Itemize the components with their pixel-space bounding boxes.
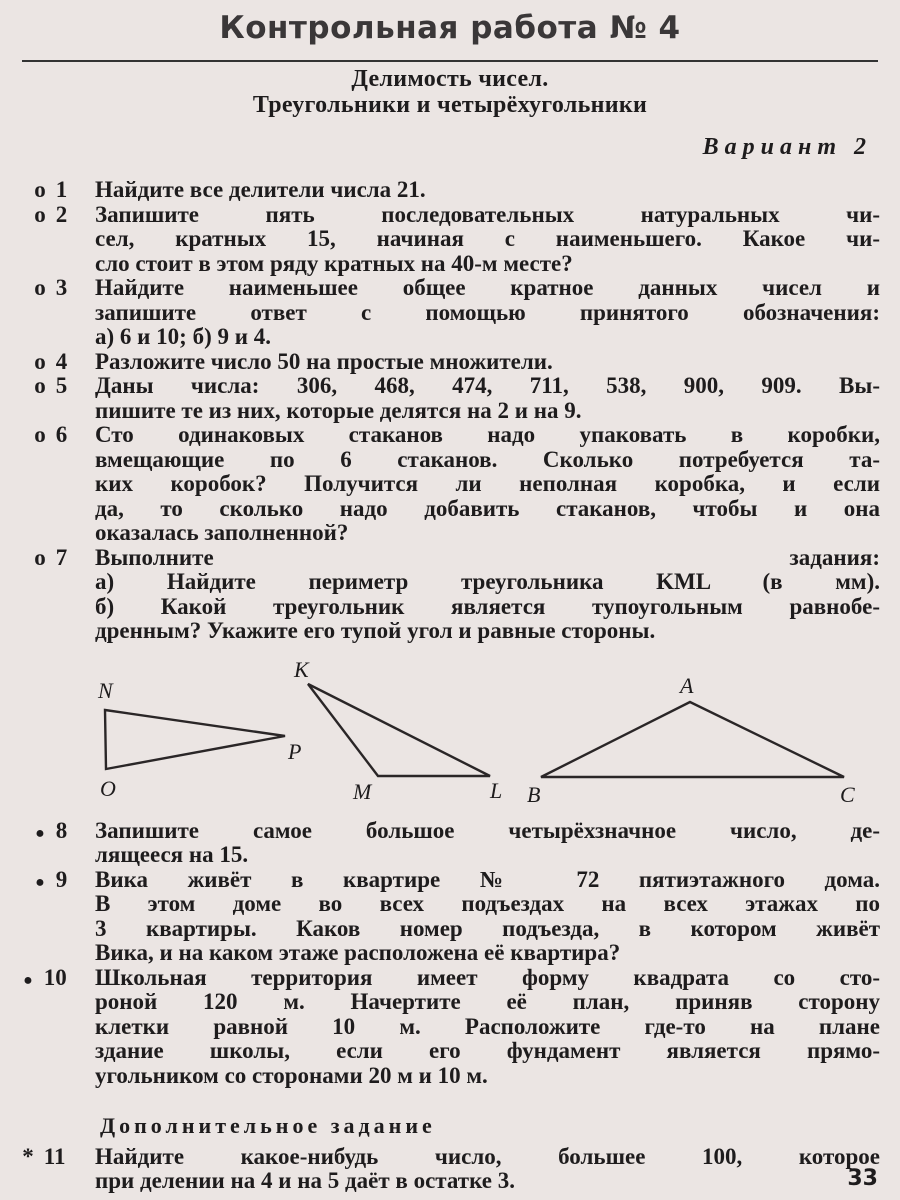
problem-text-line: при делении на 4 и на 5 даёт в остатке 3. [95,1168,515,1193]
problem-text-line: а) 6 и 10; б) 9 и 4. [95,324,271,349]
problem-number: 11 [38,1143,66,1169]
problem-text-line: Даны числа: 306, 468, 474, 711, 538, 900, 909. Вы- [95,373,880,398]
open-circle-icon: o [34,275,46,300]
problem-text-line: лящееся на 15. [95,842,249,867]
filled-circle-icon: ● [35,873,45,891]
problem-4 [0,350,900,375]
problem-marker [18,1145,74,1170]
triangle-kml [308,684,490,776]
triangle-abc [541,702,844,777]
problem-number: 10 [38,964,67,990]
vertex-label-C: C [840,781,855,807]
vertex-label-B: B [527,781,541,807]
problem-number: 9 [50,866,68,892]
problem-text-line: ких коробок? Получится ли неполная коробка, и если [95,471,880,496]
open-circle-icon: o [34,373,46,398]
problem-marker [18,966,74,994]
problem-marker [30,819,86,847]
filled-circle-icon: ● [23,971,33,989]
problem-text-line: Найдите какое-нибудь число, большее 100, которое [95,1143,880,1169]
problem-number: 3 [50,275,68,300]
problem-text-line: роной 120 м. Начертите её план, приняв сторону [95,989,880,1014]
filled-circle-icon: ● [35,824,45,842]
problem-text-line: Разложите число 50 на простые множители. [95,348,553,374]
problem-5 [0,374,900,423]
problem-text-line: угольником со сторонами 20 м и 10 м. [95,1062,488,1088]
problem-text-line: сел, кратных 15, начиная с наименьшего. Какое чи- [95,226,880,251]
problem-text-line: 3 квартиры. Каков номер подъезда, в котором живёт [95,915,880,941]
variant-label: Вариант 2 [702,134,872,160]
open-circle-icon: o [34,201,46,227]
problem-text-line: сло стоит в этом ряду кратных на 40-м месте? [95,250,573,276]
problem-list [0,178,900,1194]
problem-text-line: клетки равной 10 м. Расположите где-то на плане [95,1013,880,1039]
triangle-nop [105,710,285,769]
open-circle-icon: o [34,544,46,570]
problem-number: 8 [50,817,68,843]
additional-task-heading: Дополнительное задание [100,1113,436,1138]
problem-marker [30,868,86,896]
vertex-label-P: P [288,738,302,764]
problem-6 [0,423,900,546]
problem-marker [30,350,86,375]
problem-number: 4 [50,348,68,374]
problem-7 [0,546,900,644]
vertex-label-A: A [680,672,694,698]
problem-10 [0,966,900,1089]
problem-number: 7 [50,544,68,570]
section-title-line2: Треугольники и четырёхугольники [252,92,648,118]
problem-text-line: оказалась заполненной? [95,520,349,545]
problem-text-line: Запишите пять последовательных натуральных чи- [95,201,880,227]
vertex-label-K: K [294,656,309,682]
problem-marker [30,276,86,301]
problem-text-line: б) Какой треугольник является тупоугольным равнобе- [95,593,880,619]
problem-number: 6 [50,422,68,447]
problem-text-line: пишите те из них, которые делятся на 2 и на 9. [95,397,582,423]
open-circle-icon: o [34,348,46,374]
problem-text-line: да, то сколько надо добавить стаканов, чтобы и она [95,495,880,521]
problem-text-line: Найдите наименьшее общее кратное данных чисел и [95,275,880,300]
problem-text-line: вмещающие по 6 стаканов. Сколько потребуется та- [95,446,880,472]
star-icon: * [22,1143,34,1169]
triangles-svg [0,644,900,819]
page-title: Контрольная работа № 4 [219,10,681,46]
problem-text-line: Сто одинаковых стаканов надо упаковать в коробки, [95,422,880,447]
vertex-label-L: L [490,777,503,803]
page-number: 33 [847,1166,878,1191]
triangles-figure [0,644,900,819]
problem-text-line: дренным? Укажите его тупой угол и равные стороны. [95,618,656,643]
problem-text-line: Запишите самое большое четырёхзначное число, де- [95,817,880,843]
problem-text-line: здание школы, если его фундамент является прямо- [95,1038,880,1063]
section-title-line1: Делимость чисел. [351,66,549,92]
problem-marker [30,546,86,571]
problem-text-line: Школьная территория имеет форму квадрата со сто- [95,964,880,990]
problem-9 [0,868,900,966]
title-rule [22,60,878,62]
open-circle-icon: o [34,422,46,447]
vertex-label-M: M [353,778,372,804]
vertex-label-N: N [98,677,113,703]
problem-number: 5 [50,373,68,398]
problem-11 [0,1145,900,1194]
problem-text-line: запишите ответ с помощью принятого обозначения: [95,299,880,325]
vertex-label-O: O [100,775,116,801]
problem-text-line: Найдите все делители числа 21. [95,177,426,202]
problem-marker [30,374,86,399]
problem-text-line: а) Найдите периметр треугольника KML (в мм). [95,569,880,594]
problem-marker [30,203,86,228]
problem-marker [30,423,86,448]
problem-number: 2 [50,201,68,227]
problem-marker [30,178,86,203]
problem-text-line: Вика, и на каком этаже расположена её квартира? [95,940,621,965]
problem-3 [0,276,900,350]
problem-1 [0,178,900,203]
problem-8 [0,819,900,868]
problem-2 [0,203,900,277]
problem-text-line: В этом доме во всех подъездах на всех этажах по [95,891,880,916]
open-circle-icon: o [34,177,46,202]
problem-text-line: Вика живёт в квартире № 72 пятиэтажного дома. [95,866,880,892]
problem-number: 1 [50,177,68,202]
problem-text-line: Выполните задания: [95,544,880,570]
